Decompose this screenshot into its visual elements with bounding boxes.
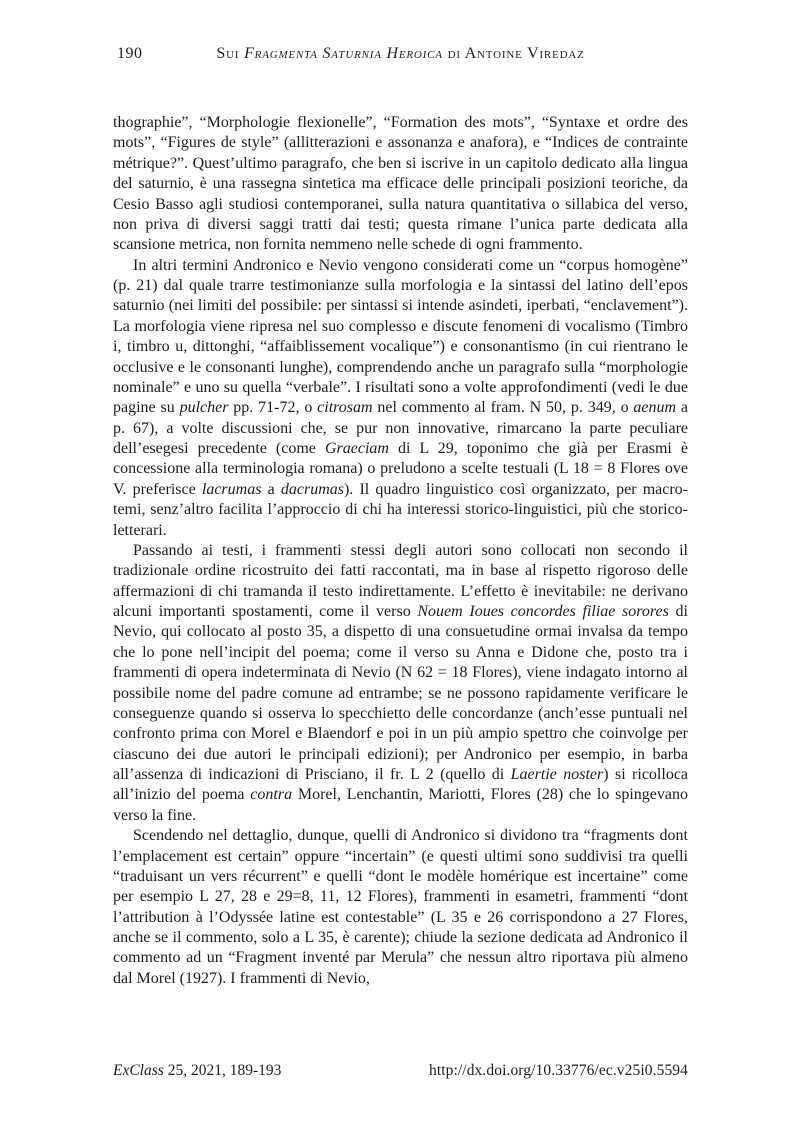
page-number: 190 [117,45,143,62]
journal-citation: ExClass 25, 2021, 189-193 [113,1062,282,1079]
page-footer [113,1061,688,1080]
paragraph: thographie”, “Morphologie flexionelle”, “Formation des mots”, “Syntaxe et ordre des mots”, “Figures de style” (allitterazioni e assonanza e anafora), e “Indices de contrainte métrique?”. Quest’ultimo paragrafo, che ben si iscrive in un capitolo dedicato alla lingua del saturnio, è una rassegna sintetica ma efficace delle principali posizioni teoriche, da Cesio Basso agli studiosi contemporanei, sulla natura quantitativa o sillabica del verso, non priva di diversi saggi tratti dai testi; questa rimane l’unica parte dedicata alla scansione metrica, non fornita nemmeno nelle schede di ogni frammento. [113,114,688,254]
article-body [113,113,688,989]
paragraph: Passando ai testi, i frammenti stessi degli autori sono collocati non secondo il tradizionale ordine ricostruito dei fatti raccontati, ma in base al rispetto rigoroso delle affermazioni di chi tramanda il testo indirettamente. L’effetto è inevitabile: ne derivano alcuni importanti spostamenti, come il verso Nouem Ioues concordes filiae sorores di Nevio, qui collocato al posto 35, a dispetto di una consuetudine ormai invalsa da tempo che lo pone nell’incipit del poema; come il verso su Anna e Didone che, posto tra i frammenti di opera indeterminata di Nevio (N 62 = 18 Flores), viene indagato intorno al possibile nome del padre comune ad entrambe; se ne possono rapidamente verificare le conseguenze quando si osserva lo specchietto delle concordanze (anch’esse puntuali nel confronto prima con Morel e Blaendorf e poi in un più ampio spettro che coinvolge per ciascuno dei due autori le principali edizioni); per Andronico per esempio, in barba all’assenza di indicazioni di Prisciano, il fr. L 2 (quello di Laertie noster) si ricolloca all’inizio del poema contra Morel, Lenchantin, Mariotti, Flores (28) che lo spingevano verso la fine. [113,541,689,824]
running-head: Sui Fragmenta Saturnia Heroica di Antoine Viredaz [216,45,585,62]
paragraph: In altri termini Andronico e Nevio vengono considerati come un “corpus homogène” (p. 21) dal quale trarre testimonianze sulla morfologia e la sintassi del latino dell’epos saturnio (nei limiti del possibile: per sintassi si intende asindeti, iperbati, “enclavement”). La morfologia viene ripresa nel suo complesso e discute fenomeni di vocalismo (Timbro i, timbro u, dittonghi, “affaiblissement vocalique”) e consonantismo (in cui rientrano le occlusive e le consonanti lunghe), comprendendo anche un paragrafo sulla “morphologie nominale” e uno su quella “verbale”. I risultati sono a volte approfondimenti (vedi le due pagine su pulcher pp. 71-72, o citrosam nel commento al fram. N 50, p. 349, o aenum a p. 67), a volte discussioni che, se pur non innovative, rimarcano la parte peculiare dell’esegesi precedente (come Graeciam di L 29, toponimo che già per Erasmi è concessione alla terminologia romana) o preludono a scelte testuali (L 18 = 8 Flores ove V. preferisce lacrumas a dacrumas). Il quadro linguistico così organizzato, per macro-temi, senz’altro facilita l’approccio di chi ha interessi storico-linguistici, più che storico-letterari. [113,256,689,539]
page-header [113,45,688,67]
paragraph: Scendendo nel dettaglio, dunque, quelli di Andronico si dividono tra “fragments dont l’emplacement est certain” oppure “incertain” (e questi ultimi sono suddivisi tra quelli “traduisant un vers récurrent” e quelli “dont le modèle homérique est incertaine” come per esempio L 27, 28 e 29=8, 11, 12 Flores), frammenti in esametri, frammenti “dont l’attribution à l’Odyssée latine est contestable” (L 35 e 26 corrispondono a 27 Flores, anche se il commento, solo a L 35, è carente); chiude la sezione dedicata ad Andronico il commento ad un “Fragment inventé par Merula” che nessun altro riportava più almeno dal Morel (1927). I frammenti di Nevio, [113,827,688,987]
doi-url: http://dx.doi.org/10.33776/ec.v25i0.5594 [428,1062,688,1079]
